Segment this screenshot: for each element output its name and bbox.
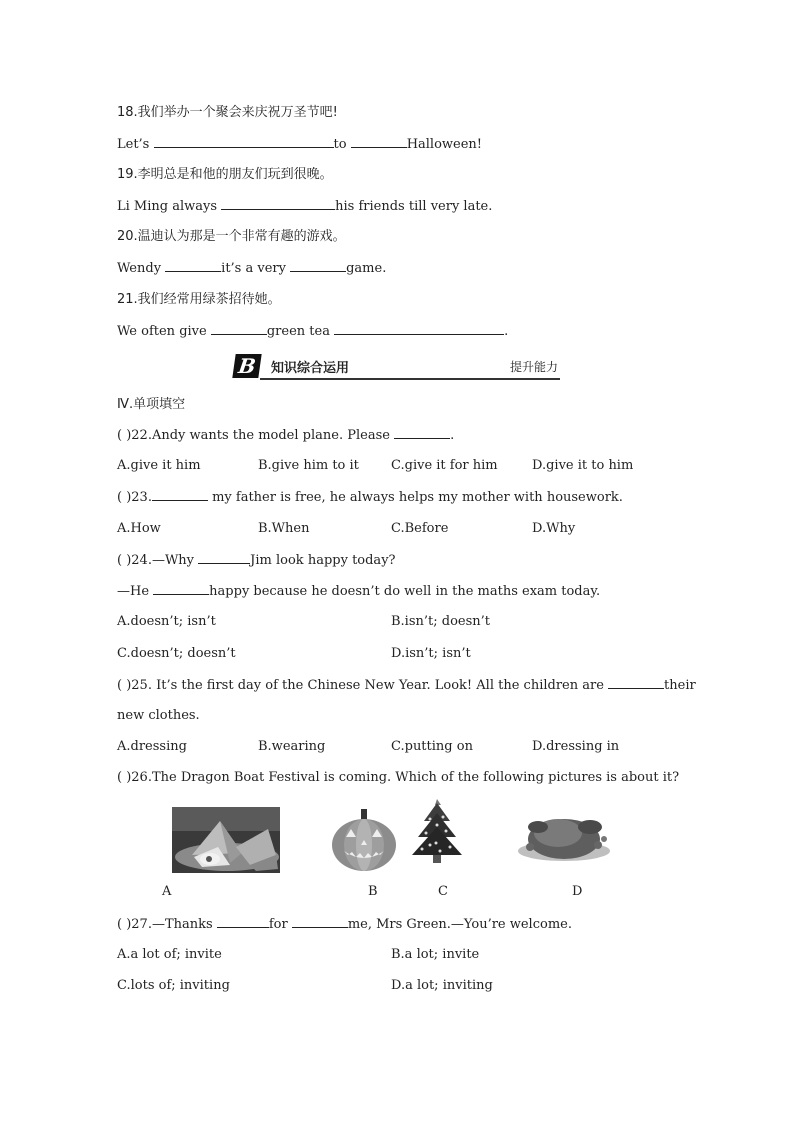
q25-stem (117, 676, 696, 695)
q25-line-2: new clothes. (117, 708, 200, 723)
q23-option-b[interactable]: B.When (258, 521, 310, 536)
q21-blank-2[interactable] (334, 322, 504, 335)
zongzi-photo-icon[interactable] (172, 807, 280, 873)
q20-text-c: game. (346, 261, 387, 276)
q26-label-b: B (368, 884, 378, 899)
q23-option-d[interactable]: D.Why (532, 521, 576, 536)
q23-blank[interactable] (152, 488, 208, 501)
q23-text-b: my father is free, he always helps my mother with housework. (207, 490, 623, 505)
q18-text-b: to (333, 137, 351, 152)
q27-option-b[interactable]: B.a lot; invite (391, 947, 480, 962)
q25-blank[interactable] (608, 676, 664, 689)
q24-option-d[interactable]: D.isn’t; isn’t (391, 646, 471, 661)
q22-option-a[interactable]: A.give it him (117, 458, 201, 473)
q24-text-a: ( )24.—Why (117, 553, 199, 568)
q26-label-d: D (572, 884, 583, 899)
q20-text-b: it’s a very (221, 261, 291, 276)
q27-blank-1[interactable] (217, 915, 269, 928)
q24-option-c[interactable]: C.doesn’t; doesn’t (117, 646, 236, 661)
q22-option-c[interactable]: C.give it for him (391, 458, 498, 473)
q20-chinese: 20.温迪认为那是一个非常有趣的游戏。 (117, 229, 346, 244)
q18-chinese: 18.我们举办一个聚会来庆祝万圣节吧! (117, 105, 338, 120)
q27-text-b: for (268, 917, 292, 932)
q24-stem (117, 551, 396, 570)
q23-text-a: ( )23. (117, 490, 152, 505)
q25-text-a: ( )25. It’s the first day of the Chinese New Year. Look! All the children are (117, 678, 609, 693)
q25-option-c[interactable]: C.putting on (391, 739, 473, 754)
q25-text-b: their (664, 678, 696, 693)
q21-english (117, 322, 508, 341)
q24-line-2 (117, 582, 600, 601)
q19-chinese: 19.李明总是和他的朋友们玩到很晚。 (117, 167, 333, 182)
q20-english (117, 259, 386, 278)
q21-chinese: 21.我们经常用绿茶招待她。 (117, 292, 281, 307)
q24-line2-b: happy because he doesn’t do well in the maths exam today. (209, 584, 601, 599)
q25-option-d[interactable]: D.dressing in (532, 739, 620, 754)
q27-option-d[interactable]: D.a lot; inviting (391, 978, 493, 993)
q22-text-b: . (450, 428, 455, 443)
q27-text-a: ( )27.—Thanks (117, 917, 217, 932)
banner-subtitle: 提升能力 (509, 360, 558, 374)
q18-blank-1[interactable] (154, 135, 334, 148)
q21-text-a: We often give (117, 324, 211, 339)
q24-blank-1[interactable] (198, 551, 250, 564)
q24-text-b: Jim look happy today? (250, 553, 396, 568)
q20-blank-2[interactable] (290, 259, 346, 272)
q21-text-b: green tea (266, 324, 335, 339)
section-4-heading: Ⅳ.单项填空 (117, 397, 186, 412)
q26-label-a: A (162, 884, 172, 899)
q23-stem (117, 488, 623, 507)
q19-english (117, 197, 492, 216)
q19-text-b: his friends till very late. (335, 199, 493, 214)
q27-blank-2[interactable] (292, 915, 348, 928)
q26-stem: ( )26.The Dragon Boat Festival is coming. Which of the following pictures is about it? (117, 770, 680, 785)
q21-blank-1[interactable] (211, 322, 267, 335)
q22-stem (117, 426, 454, 445)
q27-option-a[interactable]: A.a lot of; invite (117, 947, 222, 962)
q23-option-c[interactable]: C.Before (391, 521, 449, 536)
q21-text-c: . (504, 324, 509, 339)
q22-option-d[interactable]: D.give it to him (532, 458, 634, 473)
q24-line2-a: —He (117, 584, 154, 599)
q20-blank-1[interactable] (165, 259, 221, 272)
jack-o-lantern-photo-icon[interactable] (330, 807, 398, 873)
q25-option-a[interactable]: A.dressing (117, 739, 187, 754)
q18-text-a: Let’s (117, 137, 154, 152)
b-logo-icon: B (232, 354, 261, 378)
q22-text-a: ( )22.Andy wants the model plane. Please (117, 428, 395, 443)
q22-blank[interactable] (394, 426, 450, 439)
q22-option-b[interactable]: B.give him to it (258, 458, 359, 473)
banner-underline (260, 378, 560, 380)
roast-turkey-photo-icon[interactable] (516, 805, 612, 863)
banner-title: 知识综合运用 (271, 361, 350, 376)
q27-stem (117, 915, 572, 934)
q19-text-a: Li Ming always (117, 199, 222, 214)
q24-option-a[interactable]: A.doesn’t; isn’t (117, 614, 216, 629)
q25-option-b[interactable]: B.wearing (258, 739, 326, 754)
q18-text-c: Halloween! (406, 137, 483, 152)
q18-blank-2[interactable] (351, 135, 407, 148)
q23-option-a[interactable]: A.How (117, 521, 161, 536)
section-b-banner (234, 354, 560, 380)
q20-text-a: Wendy (117, 261, 166, 276)
q27-option-c[interactable]: C.lots of; inviting (117, 978, 230, 993)
q19-blank-1[interactable] (221, 197, 335, 210)
q24-option-b[interactable]: B.isn’t; doesn’t (391, 614, 490, 629)
q27-text-c: me, Mrs Green.—You’re welcome. (347, 917, 572, 932)
q24-blank-2[interactable] (153, 582, 209, 595)
christmas-tree-photo-icon[interactable] (410, 797, 464, 865)
q18-english (117, 135, 482, 154)
q26-label-c: C (438, 884, 448, 899)
